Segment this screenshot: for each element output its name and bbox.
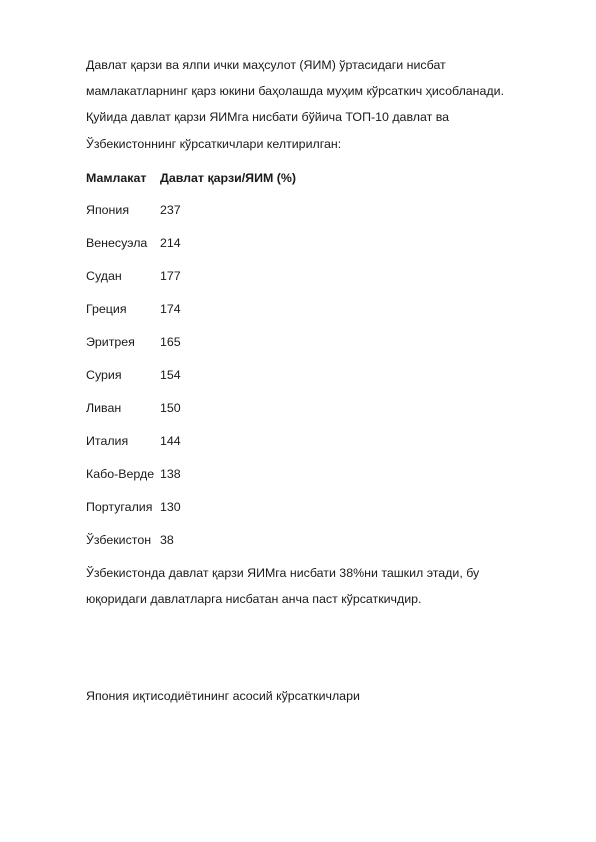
country-cell: Ливан [86, 400, 122, 415]
intro-line: Давлат қарзи ва ялпи ички маҳсулот (ЯИМ) ўртасидаги нисбат [86, 58, 446, 72]
debt-ratio-cell: 165 [160, 334, 181, 349]
table-row [86, 325, 296, 358]
debt-ratio-cell: 144 [160, 433, 181, 448]
conclusion-paragraph [86, 560, 556, 612]
table-row [86, 259, 296, 292]
country-cell: Кабо-Верде [86, 466, 155, 481]
table-row [86, 457, 296, 490]
debt-ratio-cell: 130 [160, 499, 181, 514]
country-cell: Португалия [86, 499, 153, 514]
debt-ratio-cell: 154 [160, 367, 181, 382]
table-row [86, 391, 296, 424]
country-cell: Судан [86, 268, 122, 283]
country-cell: Италия [86, 433, 129, 448]
column-header-country: Мамлакат [86, 171, 147, 185]
debt-ratio-cell: 177 [160, 268, 181, 283]
country-cell: Сурия [86, 367, 122, 382]
intro-line: Ўзбекистоннинг кўрсаткичлари келтирилган: [86, 136, 342, 151]
conclusion-line: юқоридаги давлатларга нисбатан анча паст кўрсаткичдир. [86, 592, 422, 607]
table-row [86, 193, 296, 226]
country-cell: Япония [86, 202, 130, 217]
table-row [86, 226, 296, 259]
debt-ratio-cell: 38 [160, 532, 174, 547]
conclusion-line: Ўзбекистонда давлат қарзи ЯИМга нисбати 38%ни ташкил этади, бу [86, 566, 480, 580]
table-row [86, 424, 296, 457]
section-title: Япония иқтисодиётининг асосий кўрсаткичлари [86, 689, 360, 703]
debt-ratio-cell: 138 [160, 466, 181, 481]
table-header-row [86, 163, 296, 193]
table-row [86, 358, 296, 391]
debt-ratio-cell: 237 [160, 202, 181, 217]
intro-paragraph [86, 52, 556, 157]
debt-ratio-cell: 174 [160, 301, 181, 316]
table-row [86, 490, 296, 523]
intro-line: мамлакатларнинг қарз юкини баҳолашда муҳим кўрсаткич ҳисобланади. [86, 84, 505, 99]
debt-ratio-cell: 150 [160, 400, 181, 415]
table-row [86, 523, 296, 556]
country-cell: Венесуэла [86, 235, 148, 250]
debt-to-gdp-table [86, 163, 296, 556]
country-cell: Эритрея [86, 334, 135, 349]
intro-line: Қуйида давлат қарзи ЯИМга нисбати бўйича ТОП-10 давлат ва [86, 110, 450, 125]
table-row [86, 292, 296, 325]
country-cell: Ўзбекистон [86, 532, 152, 547]
column-header-debt-ratio: Давлат қарзи/ЯИМ (%) [160, 171, 297, 185]
country-cell: Греция [86, 301, 127, 316]
debt-ratio-cell: 214 [160, 235, 181, 250]
